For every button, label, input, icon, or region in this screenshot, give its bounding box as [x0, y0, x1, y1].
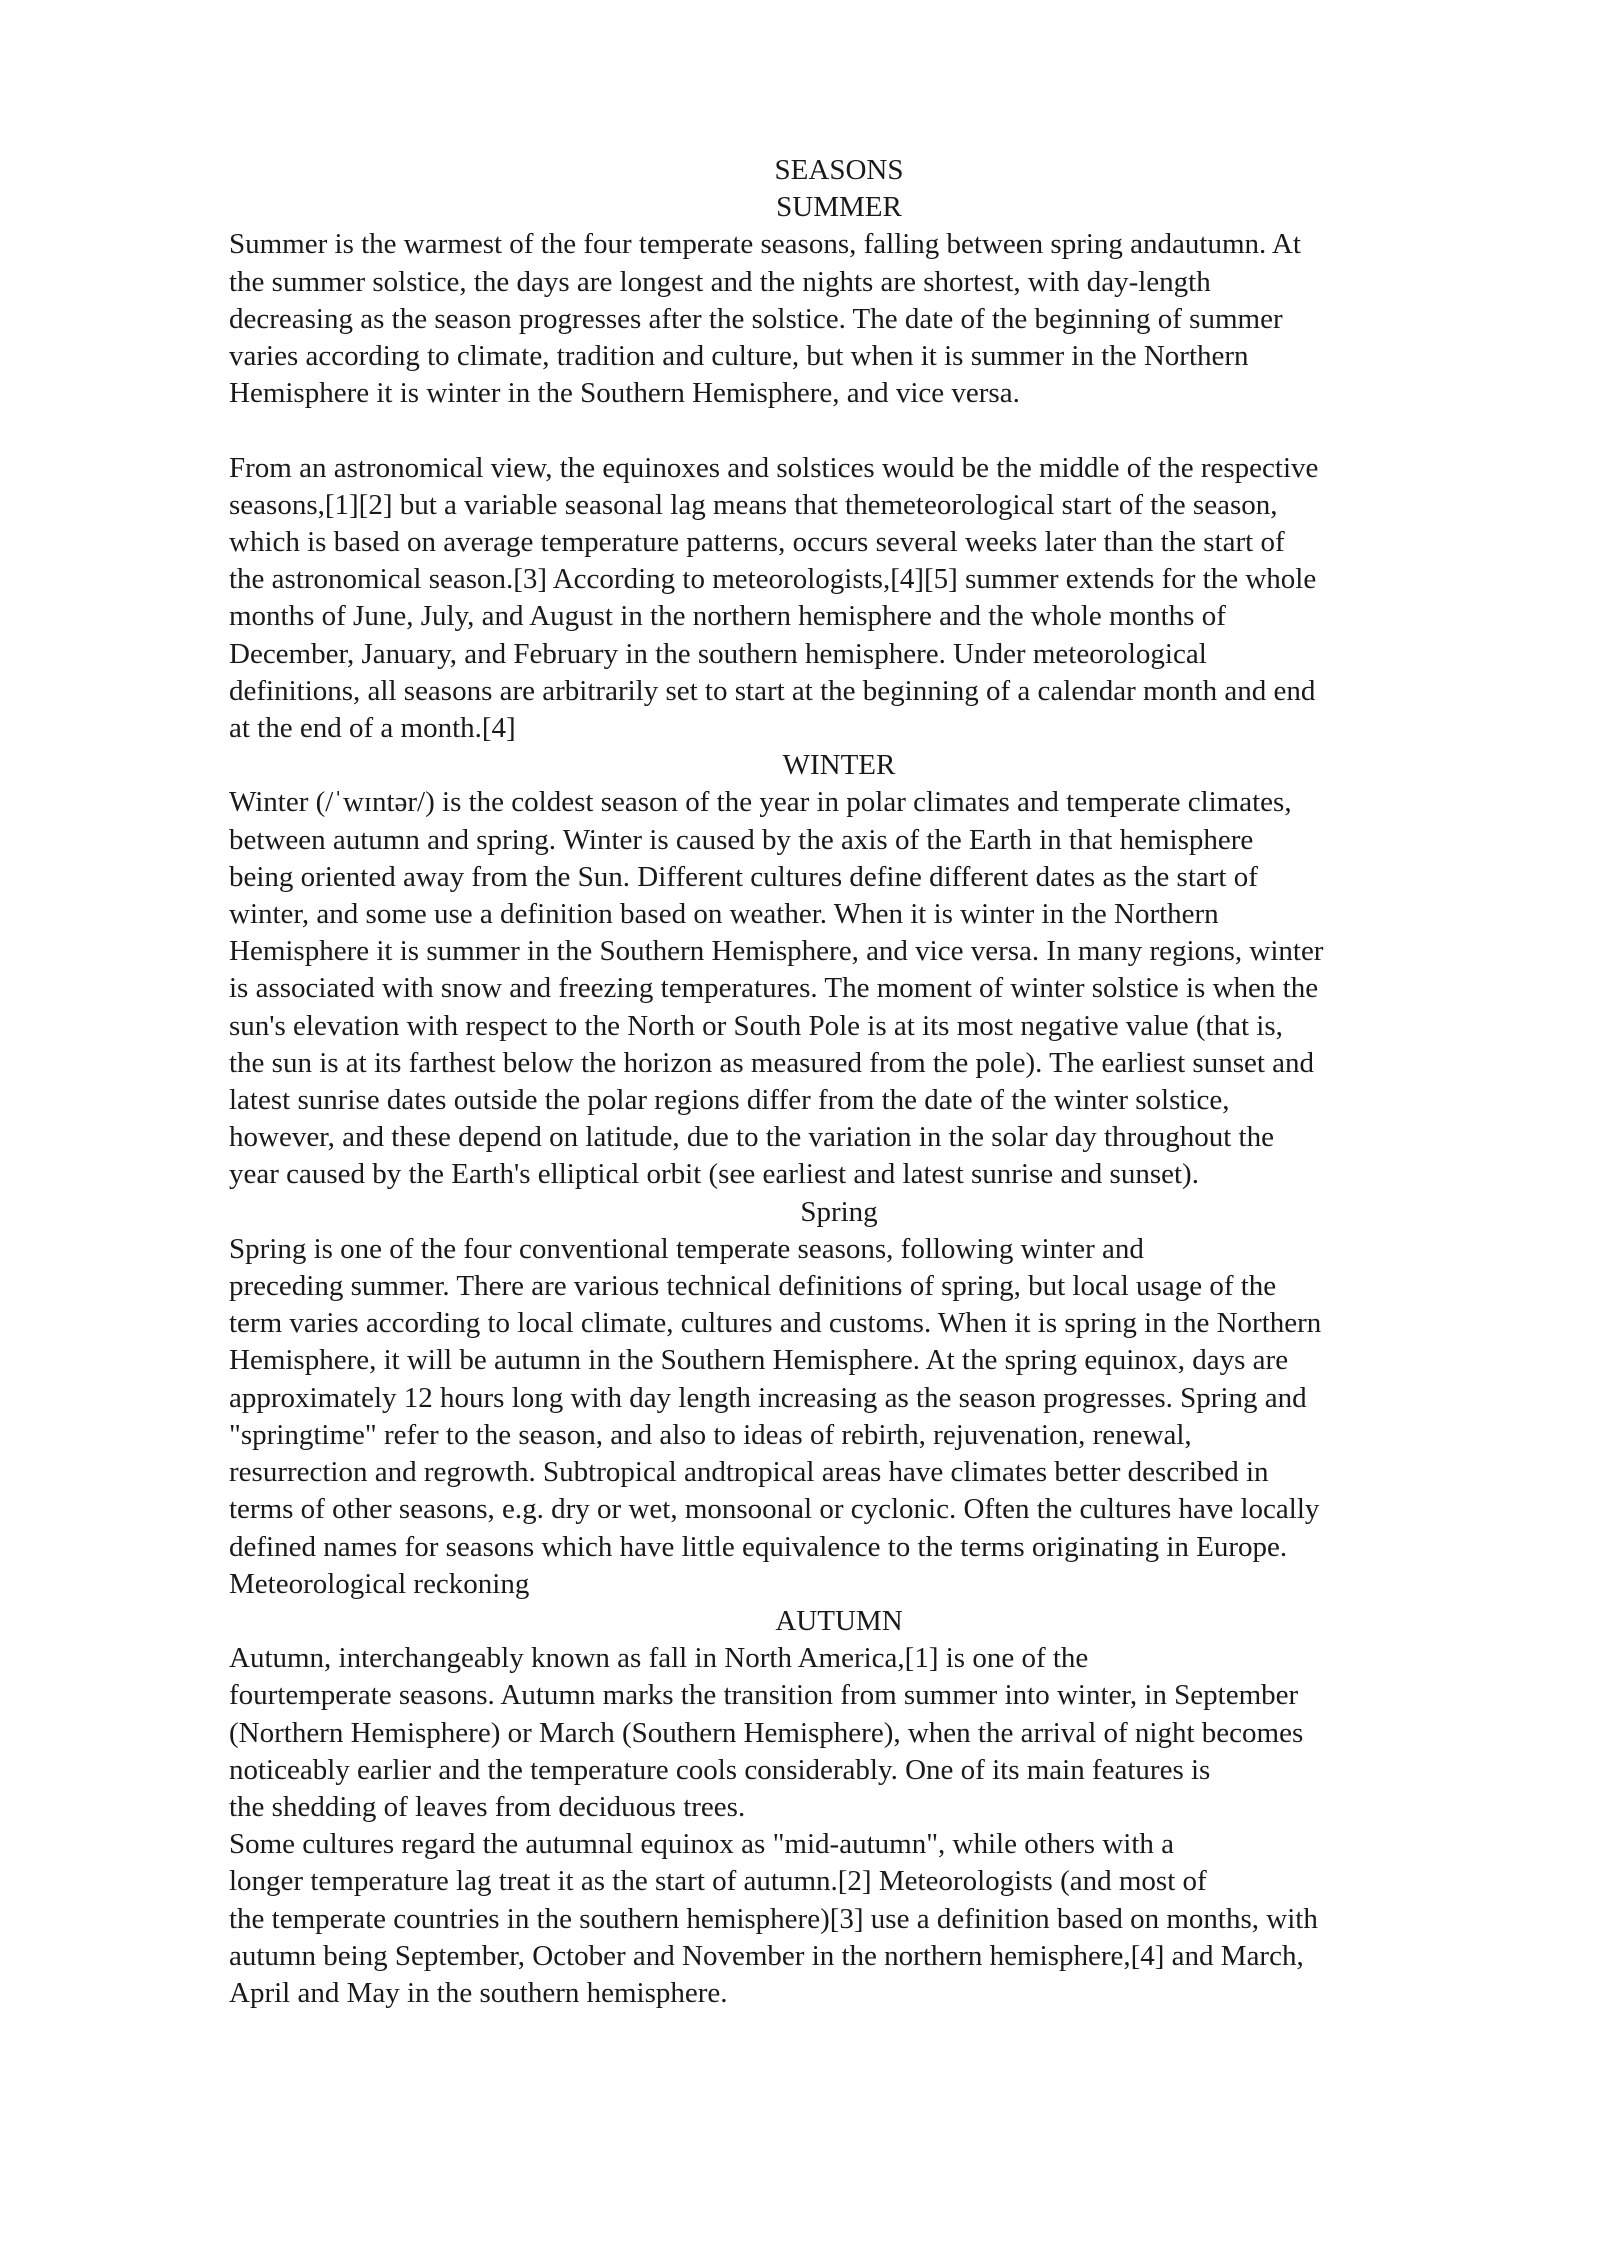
- section-heading-summer: SUMMER: [776, 191, 902, 224]
- text-line: the shedding of leaves from deciduous trees.: [229, 1790, 746, 1823]
- text-line: Meteorological reckoning: [229, 1567, 530, 1600]
- text-line: sun's elevation with respect to the North or South Pole is at its most negative value (that is,: [229, 1009, 1283, 1042]
- text-line: winter, and some use a definition based on weather. When it is winter in the Northern: [229, 898, 1219, 931]
- section-heading-spring: Spring: [800, 1195, 878, 1228]
- text-line: the sun is at its farthest below the horizon as measured from the pole). The earliest sunset and: [229, 1046, 1315, 1079]
- paragraph-spacer: [229, 412, 1449, 449]
- summer-paragraph-2: [229, 450, 1449, 748]
- section-heading-autumn: AUTUMN: [775, 1604, 903, 1637]
- text-line: Summer is the warmest of the four temperate seasons, falling between spring andautumn. At: [229, 228, 1301, 261]
- text-line: definitions, all seasons are arbitrarily set to start at the beginning of a calendar month and end: [229, 674, 1316, 707]
- text-line: terms of other seasons, e.g. dry or wet, monsoonal or cyclonic. Often the cultures have locally: [229, 1493, 1320, 1526]
- text-line: Autumn, interchangeably known as fall in North America,[1] is one of the: [229, 1642, 1089, 1675]
- text-line: the temperate countries in the southern hemisphere)[3] use a definition based on months, with: [229, 1902, 1318, 1935]
- text-line: December, January, and February in the southern hemisphere. Under meteorological: [229, 637, 1207, 670]
- text-line: is associated with snow and freezing temperatures. The moment of winter solstice is when the: [229, 972, 1319, 1005]
- text-line: Hemisphere it is summer in the Southern Hemisphere, and vice versa. In many regions, winter: [229, 935, 1324, 968]
- text-line: noticeably earlier and the temperature cools considerably. One of its main features is: [229, 1753, 1211, 1786]
- text-line: year caused by the Earth's elliptical orbit (see earliest and latest sunrise and sunset).: [229, 1158, 1199, 1191]
- text-line: resurrection and regrowth. Subtropical andtropical areas have climates better described in: [229, 1456, 1269, 1489]
- text-line: at the end of a month.[4]: [229, 712, 516, 745]
- text-line: latest sunrise dates outside the polar regions differ from the date of the winter solstice,: [229, 1084, 1230, 1117]
- document-title: SEASONS: [774, 154, 904, 186]
- winter-paragraph-1: [229, 784, 1449, 1193]
- text-line: Hemisphere, it will be autumn in the Southern Hemisphere. At the spring equinox, days are: [229, 1344, 1289, 1377]
- text-line: Spring is one of the four conventional temperate seasons, following winter and: [229, 1232, 1144, 1265]
- spring-paragraph-1: [229, 1231, 1449, 1603]
- text-line: between autumn and spring. Winter is caused by the axis of the Earth in that hemisphere: [229, 823, 1254, 856]
- text-line: longer temperature lag treat it as the start of autumn.[2] Meteorologists (and most of: [229, 1865, 1207, 1898]
- text-line: the summer solstice, the days are longest and the nights are shortest, with day-length: [229, 265, 1211, 298]
- text-line: "springtime" refer to the season, and also to ideas of rebirth, rejuvenation, renewal,: [229, 1418, 1192, 1451]
- text-line: April and May in the southern hemisphere.: [229, 1976, 728, 2009]
- text-line: approximately 12 hours long with day length increasing as the season progresses. Spring and: [229, 1381, 1307, 1414]
- text-line: (Northern Hemisphere) or March (Southern Hemisphere), when the arrival of night becomes: [229, 1716, 1304, 1749]
- autumn-paragraph-1: [229, 1640, 1449, 1826]
- text-line: Hemisphere it is winter in the Southern Hemisphere, and vice versa.: [229, 377, 1020, 410]
- text-line: defined names for seasons which have little equivalence to the terms originating in Europe.: [229, 1530, 1288, 1563]
- text-line: however, and these depend on latitude, due to the variation in the solar day throughout the: [229, 1121, 1274, 1154]
- text-line: Winter (/ˈwɪntər/) is the coldest season of the year in polar climates and temperate climates,: [229, 786, 1292, 819]
- text-line: being oriented away from the Sun. Different cultures define different dates as the start of: [229, 860, 1258, 893]
- text-line: which is based on average temperature patterns, occurs several weeks later than the start of: [229, 526, 1285, 559]
- text-line: Some cultures regard the autumnal equinox as "mid-autumn", while others with a: [229, 1828, 1175, 1861]
- document-page: [229, 152, 1449, 2012]
- text-line: decreasing as the season progresses after the solstice. The date of the beginning of summer: [229, 302, 1283, 335]
- summer-paragraph-1: [229, 226, 1449, 412]
- text-line: preceding summer. There are various technical definitions of spring, but local usage of the: [229, 1270, 1277, 1303]
- text-line: From an astronomical view, the equinoxes and solstices would be the middle of the respective: [229, 451, 1319, 484]
- text-line: term varies according to local climate, cultures and customs. When it is spring in the Northern: [229, 1307, 1322, 1340]
- autumn-paragraph-2: [229, 1826, 1449, 2012]
- text-line: months of June, July, and August in the northern hemisphere and the whole months of: [229, 600, 1226, 633]
- text-line: seasons,[1][2] but a variable seasonal lag means that themeteorological start of the season,: [229, 488, 1278, 521]
- text-line: the astronomical season.[3] According to meteorologists,[4][5] summer extends for the whole: [229, 563, 1317, 596]
- text-line: fourtemperate seasons. Autumn marks the transition from summer into winter, in September: [229, 1679, 1299, 1712]
- text-line: varies according to climate, tradition and culture, but when it is summer in the Northern: [229, 340, 1249, 373]
- section-heading-winter: WINTER: [782, 749, 896, 782]
- text-line: autumn being September, October and November in the northern hemisphere,[4] and March,: [229, 1939, 1304, 1972]
